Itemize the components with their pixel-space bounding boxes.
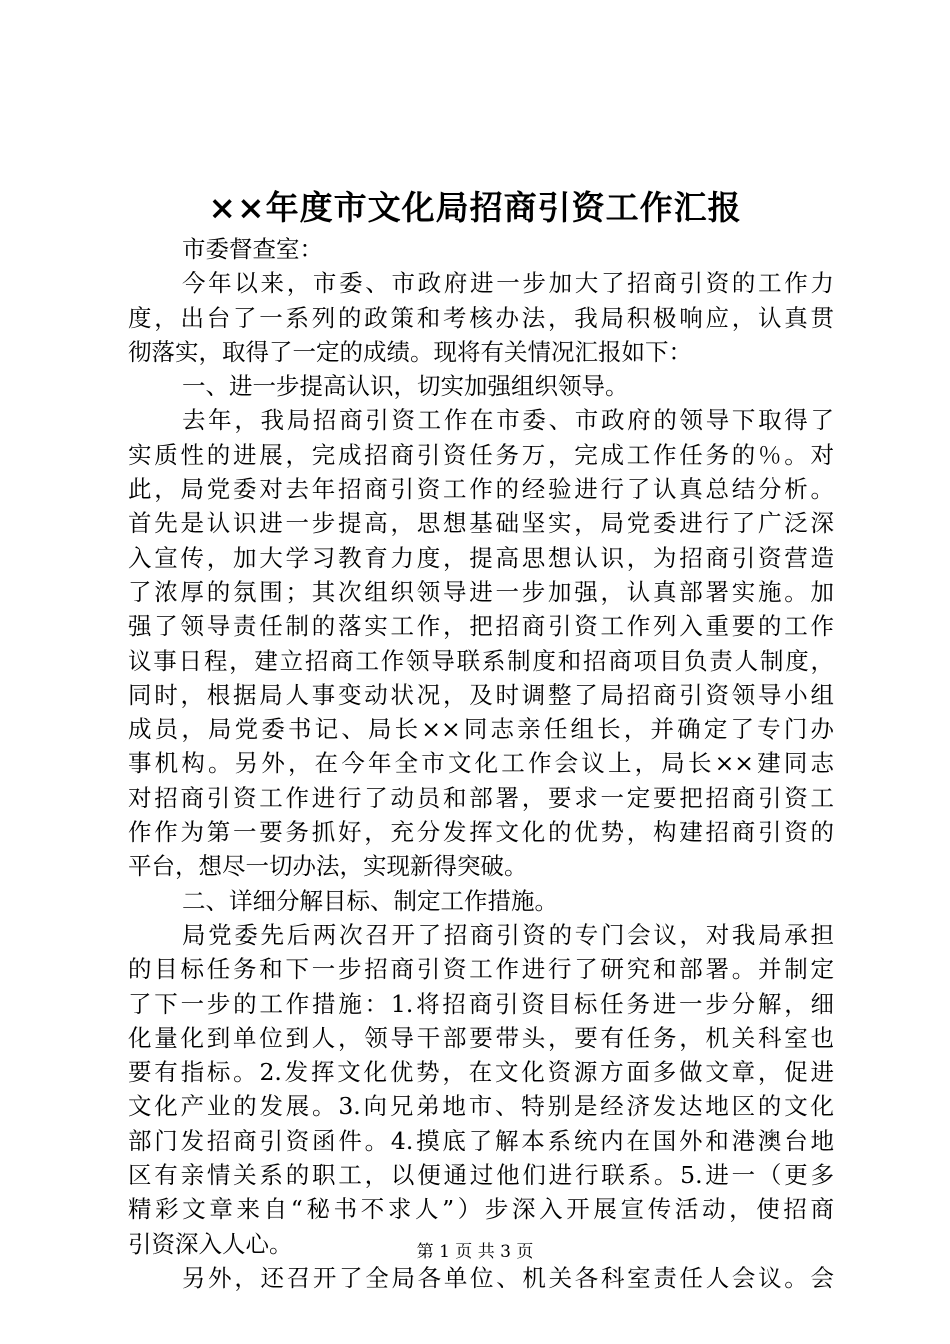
text-line: 强了领导责任制的落实工作，把招商引资工作列入重要的工作: [128, 612, 834, 641]
text-line: 二、详细分解目标、制定工作措施。: [182, 886, 558, 915]
text-line: 局党委先后两次召开了招商引资的专门会议，对我局承担: [182, 920, 834, 949]
text-line: 去年，我局招商引资工作在市委、市政府的领导下取得了: [182, 406, 834, 435]
document-title: ××年度市文化局招商引资工作汇报: [208, 188, 742, 227]
text-line: 精彩文章来自“秘书不求人”）步深入开展宣传活动，使招商: [128, 1195, 834, 1224]
document-body: [128, 232, 834, 1295]
text-line: 同时，根据局人事变动状况，及时调整了局招商引资领导小组: [128, 680, 834, 709]
text-line: 此，局党委对去年招商引资工作的经验进行了认真总结分析。: [128, 475, 834, 504]
text-line: 对招商引资工作进行了动员和部署，要求一定要把招商引资工: [128, 783, 834, 812]
text-line: 议事日程，建立招商工作领导联系制度和招商项目负责人制度，: [128, 646, 834, 675]
text-line: 文化产业的发展。3.向兄弟地市、特别是经济发达地区的文化: [128, 1092, 834, 1121]
text-line: 入宣传，加大学习教育力度，提高思想认识，为招商引资营造: [128, 543, 834, 572]
text-line: 要有指标。2.发挥文化优势，在文化资源方面多做文章，促进: [128, 1058, 834, 1087]
text-line: 了下一步的工作措施：1.将招商引资目标任务进一步分解，细: [128, 989, 834, 1018]
text-line: 度，出台了一系列的政策和考核办法，我局积极响应，认真贯: [128, 303, 834, 332]
text-line: 平台，想尽一切办法，实现新得突破。: [128, 852, 528, 881]
text-line: 首先是认识进一步提高，思想基础坚实，局党委进行了广泛深: [128, 509, 834, 538]
text-line: 的目标任务和下一步招商引资工作进行了研究和部署。并制定: [128, 955, 834, 984]
text-line: 区有亲情关系的职工，以便通过他们进行联系。5.进一（更多: [128, 1161, 834, 1190]
text-line: 部门发招商引资函件。4.摸底了解本系统内在国外和港澳台地: [128, 1126, 834, 1155]
text-line: 实质性的进展，完成招商引资任务万，完成工作任务的％。对: [128, 440, 834, 469]
text-line: 市委督查室：: [182, 235, 323, 263]
text-line: 化量化到单位到人，领导干部要带头，要有任务，机关科室也: [128, 1023, 834, 1052]
text-line: 作作为第一要务抓好，充分发挥文化的优势，构建招商引资的: [128, 818, 834, 847]
text-line: 引资深入人心。: [128, 1229, 293, 1258]
page-footer: 第 1 页 共 3 页: [416, 1242, 534, 1262]
text-line: 彻落实，取得了一定的成绩。现将有关情况汇报如下：: [128, 337, 692, 366]
text-line: 今年以来，市委、市政府进一步加大了招商引资的工作力: [182, 269, 834, 298]
text-line: 一、进一步提高认识，切实加强组织领导。: [182, 372, 629, 401]
text-line: 事机构。另外，在今年全市文化工作会议上，局长××建同志: [128, 749, 834, 778]
text-line: 成员，局党委书记、局长××同志亲任组长，并确定了专门办: [128, 715, 834, 744]
text-line: 了浓厚的氛围；其次组织领导进一步加强，认真部署实施。加: [128, 577, 834, 606]
text-line: 另外，还召开了全局各单位、机关各科室责任人会议。会: [182, 1263, 834, 1292]
